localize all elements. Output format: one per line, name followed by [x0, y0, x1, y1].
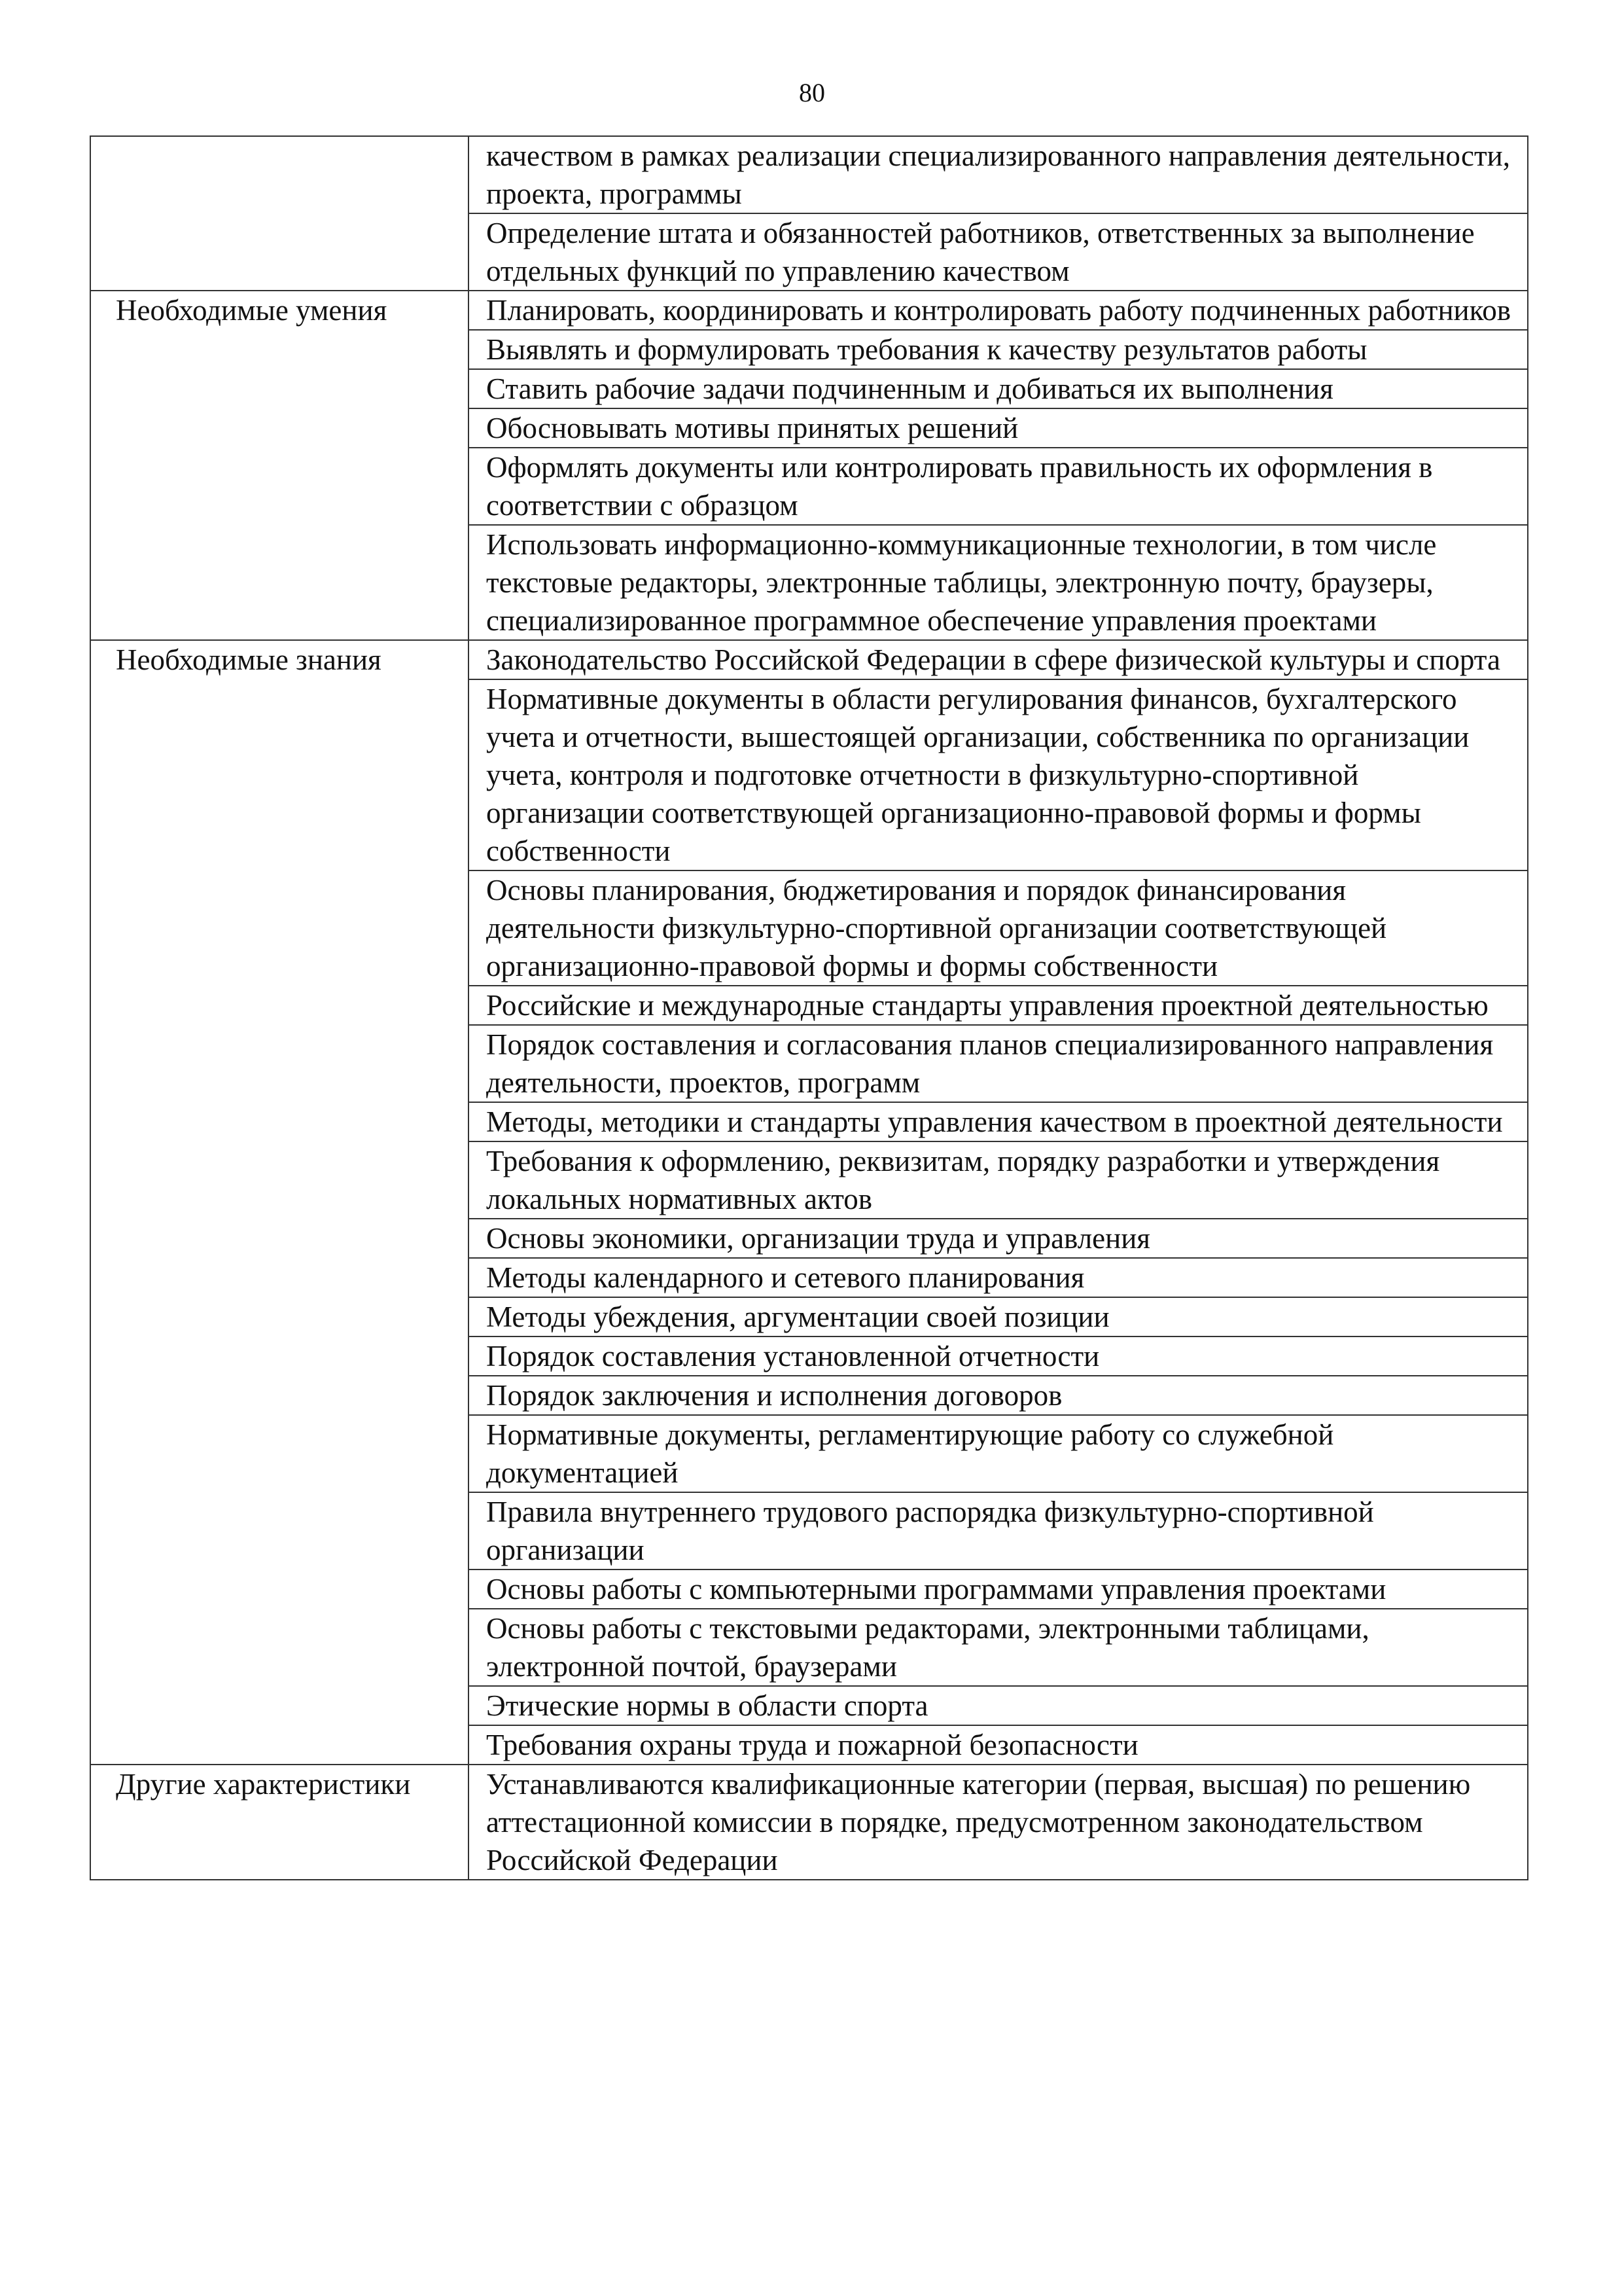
table-row: [90, 1765, 1528, 1880]
section-item: Планировать, координировать и контролировать работу подчиненных работников: [468, 291, 1528, 330]
section-item: Нормативные документы в области регулирования финансов, бухгалтерского учета и отчетности, вышестоящей организации, собственника по организации учета, контроля и подготовке отчетности в физкультурно-спортивной организации соответствующей организационно-правовой формы и формы собственности: [468, 679, 1528, 870]
table-row: [90, 640, 1528, 679]
section-item: Выявлять и формулировать требования к качеству результатов работы: [468, 330, 1528, 369]
section-item: качеством в рамках реализации специализированного направления деятельности, проекта, программы: [468, 136, 1528, 213]
section-label: Необходимые умения: [90, 291, 468, 640]
characteristics-table: [90, 135, 1528, 1880]
section-label: Необходимые знания: [90, 640, 468, 1765]
section-item: Российские и международные стандарты управления проектной деятельностью: [468, 986, 1528, 1025]
section-item: Основы экономики, организации труда и управления: [468, 1219, 1528, 1258]
section-item: Оформлять документы или контролировать правильность их оформления в соответствии с образцом: [468, 448, 1528, 525]
section-item: Использовать информационно-коммуникационные технологии, в том числе текстовые редакторы, электронные таблицы, электронную почту, браузеры, специализированное программное обеспечение управления проектами: [468, 525, 1528, 640]
table-row: [90, 291, 1528, 330]
section-label: [90, 136, 468, 291]
section-item: Законодательство Российской Федерации в сфере физической культуры и спорта: [468, 640, 1528, 679]
section-item: Порядок составления установленной отчетности: [468, 1336, 1528, 1376]
section-item: Правила внутреннего трудового распорядка физкультурно-спортивной организации: [468, 1492, 1528, 1570]
section-label: Другие характеристики: [90, 1765, 468, 1880]
table-row: [90, 136, 1528, 213]
section-item: Требования к оформлению, реквизитам, порядку разработки и утверждения локальных нормативных актов: [468, 1141, 1528, 1219]
section-item: Основы планирования, бюджетирования и порядок финансирования деятельности физкультурно-спортивной организации соответствующей организационно-правовой формы и формы собственности: [468, 870, 1528, 986]
section-item: Обосновывать мотивы принятых решений: [468, 408, 1528, 448]
section-item: Требования охраны труда и пожарной безопасности: [468, 1725, 1528, 1765]
section-item: Методы, методики и стандарты управления качеством в проектной деятельности: [468, 1102, 1528, 1141]
section-item: Основы работы с компьютерными программами управления проектами: [468, 1570, 1528, 1609]
section-item: Нормативные документы, регламентирующие работу со служебной документацией: [468, 1415, 1528, 1492]
section-item: Основы работы с текстовыми редакторами, электронными таблицами, электронной почтой, браузерами: [468, 1609, 1528, 1686]
section-item: Порядок составления и согласования планов специализированного направления деятельности, проектов, программ: [468, 1025, 1528, 1102]
section-item: Методы календарного и сетевого планирования: [468, 1258, 1528, 1297]
section-item: Порядок заключения и исполнения договоров: [468, 1376, 1528, 1415]
section-item: Определение штата и обязанностей работников, ответственных за выполнение отдельных функций по управлению качеством: [468, 213, 1528, 291]
section-item: Этические нормы в области спорта: [468, 1686, 1528, 1725]
section-item: Устанавливаются квалификационные категории (первая, высшая) по решению аттестационной комиссии в порядке, предусмотренном законодательством Российской Федерации: [468, 1765, 1528, 1880]
section-item: Методы убеждения, аргументации своей позиции: [468, 1297, 1528, 1336]
page-number: 80: [799, 78, 825, 107]
section-item: Ставить рабочие задачи подчиненным и добиваться их выполнения: [468, 369, 1528, 408]
